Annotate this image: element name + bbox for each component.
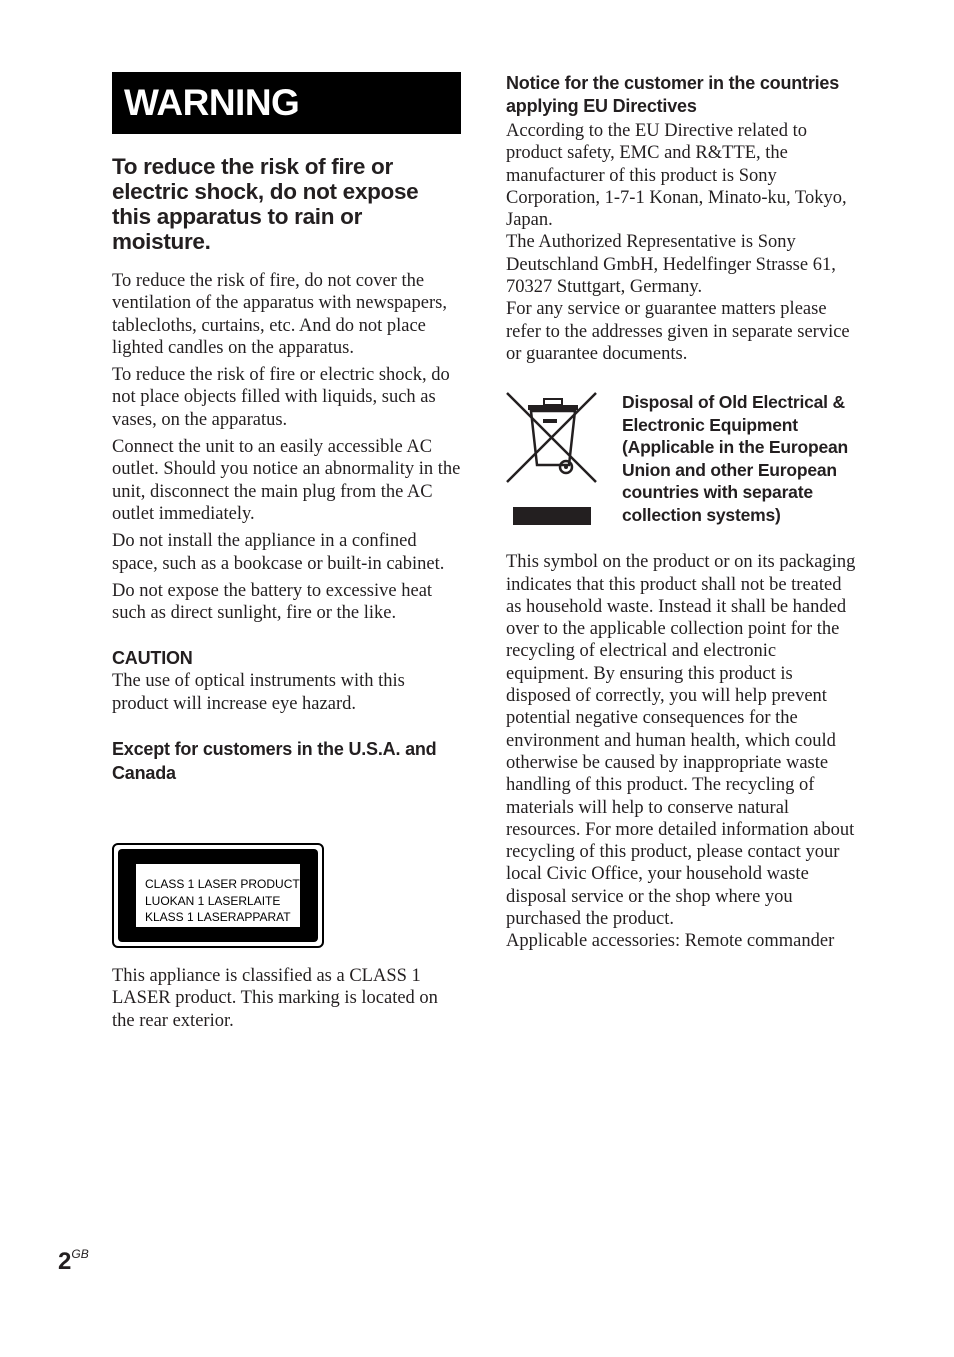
disposal-paragraph: This symbol on the product or on its packaging indicates that this product shall not be treated as household waste. Instead it shall be handed over to the applicable collection point for the recycling of electrical and electronic equipment. By ensuring this product is disposed of correctly, you will help prevent potential negative consequences for the environment and human health, which could otherwise be caused by inappropriate waste handling of this product. The recycling of materials will help to conserve natural resources. For more detailed information about recycling of this product, please contact your local Civic Office, your household waste disposal service or the shop where you purchased the product. — [506, 552, 856, 930]
eu-notice-paragraph: According to the EU Directive related to product safety, EMC and R&TTE, the manufacturer of this product is Sony Corporation, 1-7-1 Konan, Minato-ku, Tokyo, Japan. — [506, 121, 847, 231]
caution-heading: CAUTION — [112, 648, 193, 669]
eu-notice-heading: Notice for the customer in the countries applying EU Directives — [506, 73, 840, 116]
disposal-heading: Disposal of Old Electrical & Electronic Equipment (Applicable in the European Union and other European countries with separate collection systems) — [622, 392, 849, 525]
paragraph: To reduce the risk of fire or electric shock, do not place objects filled with liquids, such as vases, on the apparatus. — [112, 365, 450, 430]
laser-label-line: KLASS 1 LASERAPPARAT — [145, 910, 291, 924]
disposal-section — [506, 391, 858, 551]
left-column — [112, 72, 462, 1031]
page-number-suffix: GB — [71, 1247, 89, 1261]
laser-class-label — [112, 843, 324, 948]
right-column — [506, 72, 858, 953]
laser-label-line: CLASS 1 LASER PRODUCT — [145, 877, 300, 891]
warning-headline: To reduce the risk of fire or electric shock, do not expose this apparatus to rain or moisture. — [112, 154, 419, 254]
paragraph: Do not install the appliance in a confined space, such as a bookcase or built-in cabinet. — [112, 531, 445, 574]
paragraph: To reduce the risk of fire, do not cover the ventilation of the apparatus with newspapers, tablecloths, curtains, etc. And do not place lighted candles on the apparatus. — [112, 271, 447, 358]
except-heading: Except for customers in the U.S.A. and Canada — [112, 739, 437, 784]
warning-title: WARNING — [124, 82, 300, 123]
caution-text: The use of optical instruments with this product will increase eye hazard. — [112, 671, 405, 714]
laser-label-line: LUOKAN 1 LASERLAITE — [145, 893, 281, 908]
laser-description: This appliance is classified as a CLASS 1 LASER product. This marking is located on the rear exterior. — [112, 966, 438, 1031]
accessories-text: Applicable accessories: Remote commander — [506, 931, 835, 952]
page-number — [58, 1248, 89, 1276]
paragraph: Connect the unit to an easily accessible AC outlet. Should you notice an abnormality in the unit, disconnect the main plug from the AC outlet immediately. — [112, 437, 461, 524]
paragraph: Do not expose the battery to excessive heat such as direct sunlight, fire or the like. — [112, 580, 433, 624]
page-number-value: 2 — [58, 1248, 72, 1275]
warning-banner — [112, 72, 461, 134]
eu-notice-paragraph: For any service or guarantee matters please refer to the addresses given in separate service or guarantee documents. — [506, 299, 850, 364]
eu-notice-paragraph: The Authorized Representative is Sony Deutschland GmbH, Hedelfinger Strasse 61, 70327 Stuttgart, Germany. — [506, 232, 836, 298]
crossed-out-wheelie-bin-icon — [506, 391, 600, 527]
